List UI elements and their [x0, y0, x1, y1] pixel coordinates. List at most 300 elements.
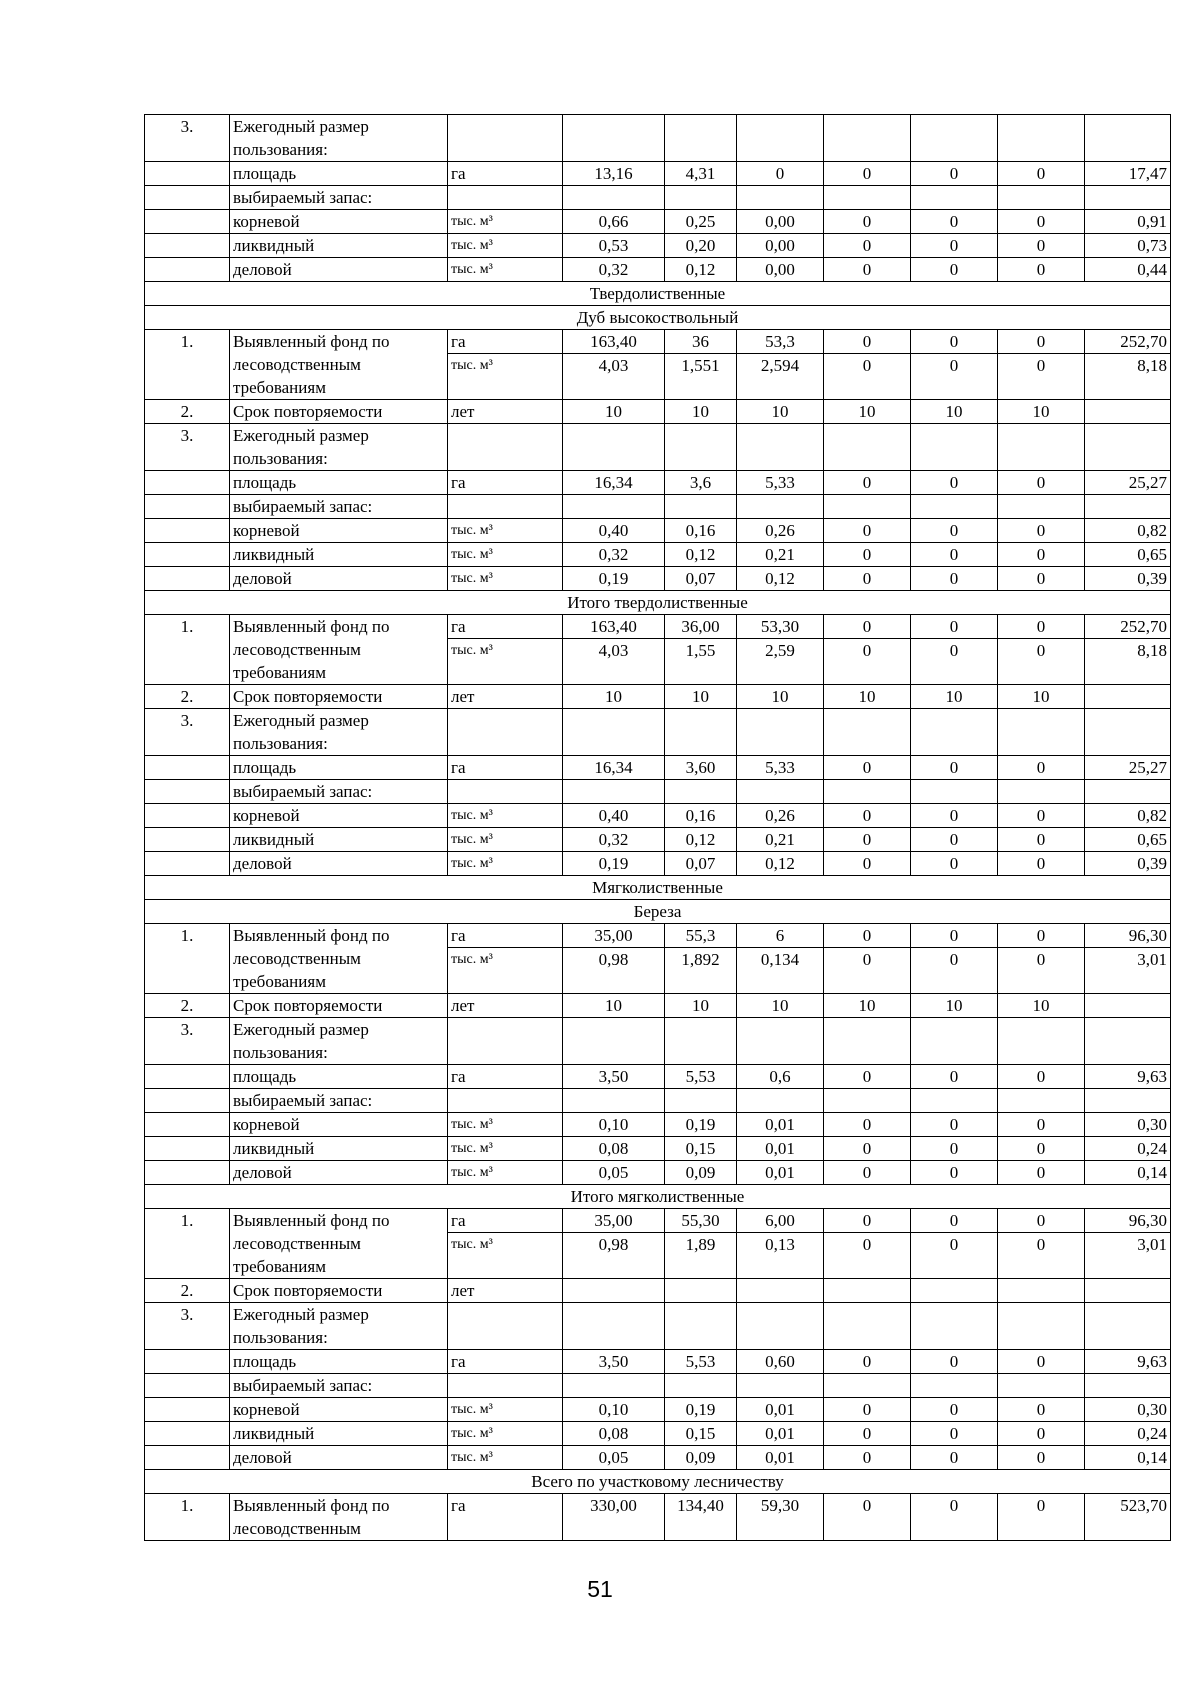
- value-cell: [998, 1279, 1085, 1303]
- table-row: [145, 234, 1171, 258]
- value-cell: 0,12: [665, 828, 737, 852]
- value-cell: [824, 1279, 911, 1303]
- table-row: [145, 1422, 1171, 1446]
- row-label: ликвидный: [230, 1422, 448, 1446]
- value-cell: 4,03: [563, 639, 665, 685]
- value-cell: 1,89: [665, 1233, 737, 1279]
- value-cell: [1085, 1089, 1171, 1113]
- value-cell: 0,00: [737, 234, 824, 258]
- value-cell: 10: [998, 400, 1085, 424]
- value-cell: 5,33: [737, 756, 824, 780]
- row-unit: [448, 1089, 563, 1113]
- value-cell: 0: [911, 1446, 998, 1470]
- value-cell: 10: [563, 994, 665, 1018]
- value-cell: 0,01: [737, 1137, 824, 1161]
- value-cell: 9,63: [1085, 1065, 1171, 1089]
- row-number: 2.: [145, 685, 230, 709]
- table-row: [145, 828, 1171, 852]
- value-cell: 96,30: [1085, 1209, 1171, 1233]
- row-number: [145, 1446, 230, 1470]
- row-label: площадь: [230, 471, 448, 495]
- row-number: [145, 258, 230, 282]
- value-cell: [824, 1089, 911, 1113]
- section-title-row: [145, 306, 1171, 330]
- row-number: [145, 804, 230, 828]
- row-unit: тыс. м³: [448, 1398, 563, 1422]
- value-cell: 0,32: [563, 828, 665, 852]
- value-cell: [998, 495, 1085, 519]
- value-cell: 0: [911, 258, 998, 282]
- row-unit: тыс. м³: [448, 639, 563, 685]
- row-number: [145, 234, 230, 258]
- table-row: [145, 852, 1171, 876]
- value-cell: [911, 1089, 998, 1113]
- row-number: [145, 1137, 230, 1161]
- value-cell: 10: [911, 400, 998, 424]
- value-cell: 9,63: [1085, 1350, 1171, 1374]
- value-cell: 0,16: [665, 519, 737, 543]
- row-unit: тыс. м³: [448, 1422, 563, 1446]
- row-label: Срок повторяемости: [230, 1279, 448, 1303]
- value-cell: [1085, 1303, 1171, 1350]
- row-number: 3.: [145, 709, 230, 756]
- value-cell: 0: [911, 330, 998, 354]
- row-number: [145, 519, 230, 543]
- value-cell: 55,3: [665, 924, 737, 948]
- value-cell: 0: [824, 1065, 911, 1089]
- value-cell: 0,134: [737, 948, 824, 994]
- value-cell: 10: [563, 400, 665, 424]
- value-cell: 0,65: [1085, 543, 1171, 567]
- value-cell: [1085, 685, 1171, 709]
- table-row: [145, 685, 1171, 709]
- value-cell: 0: [911, 948, 998, 994]
- value-cell: 0: [737, 162, 824, 186]
- value-cell: [737, 115, 824, 162]
- value-cell: 0: [998, 1161, 1085, 1185]
- table-row: [145, 1113, 1171, 1137]
- table-row: [145, 780, 1171, 804]
- value-cell: 0,01: [737, 1422, 824, 1446]
- value-cell: [737, 495, 824, 519]
- value-cell: 0,24: [1085, 1137, 1171, 1161]
- row-number: 3.: [145, 115, 230, 162]
- value-cell: 0,01: [737, 1161, 824, 1185]
- value-cell: [911, 1303, 998, 1350]
- value-cell: 25,27: [1085, 756, 1171, 780]
- row-label: Ежегодный размер пользования:: [230, 115, 448, 162]
- row-unit: тыс. м³: [448, 948, 563, 994]
- value-cell: 0,20: [665, 234, 737, 258]
- value-cell: 0,19: [563, 852, 665, 876]
- value-cell: 2,594: [737, 354, 824, 400]
- value-cell: 0,91: [1085, 210, 1171, 234]
- row-label: Выявленный фонд по лесоводственным: [230, 1494, 448, 1541]
- value-cell: [824, 495, 911, 519]
- value-cell: 0: [824, 924, 911, 948]
- row-unit: лет: [448, 994, 563, 1018]
- value-cell: 4,03: [563, 354, 665, 400]
- value-cell: 0,73: [1085, 234, 1171, 258]
- value-cell: 0: [911, 924, 998, 948]
- value-cell: 0: [824, 1494, 911, 1541]
- row-unit: га: [448, 1494, 563, 1541]
- value-cell: 3,01: [1085, 948, 1171, 994]
- value-cell: 0: [998, 210, 1085, 234]
- value-cell: 0,12: [665, 258, 737, 282]
- row-label: корневой: [230, 210, 448, 234]
- value-cell: 0: [824, 852, 911, 876]
- value-cell: [998, 424, 1085, 471]
- value-cell: 0: [824, 1233, 911, 1279]
- row-label: выбираемый запас:: [230, 1374, 448, 1398]
- section-title: Дуб высокоствольный: [145, 306, 1171, 330]
- value-cell: 0,07: [665, 567, 737, 591]
- value-cell: 0: [911, 1350, 998, 1374]
- value-cell: [911, 1279, 998, 1303]
- row-unit: тыс. м³: [448, 1446, 563, 1470]
- row-label: деловой: [230, 1446, 448, 1470]
- row-label: ликвидный: [230, 234, 448, 258]
- row-number: [145, 1398, 230, 1422]
- value-cell: 0,05: [563, 1446, 665, 1470]
- value-cell: 0,10: [563, 1113, 665, 1137]
- section-title-row: [145, 591, 1171, 615]
- value-cell: 0: [824, 258, 911, 282]
- row-label: корневой: [230, 804, 448, 828]
- value-cell: [737, 780, 824, 804]
- value-cell: 2,59: [737, 639, 824, 685]
- value-cell: 0: [911, 234, 998, 258]
- value-cell: 0,82: [1085, 804, 1171, 828]
- fund-row: [145, 924, 1171, 948]
- table-row: [145, 258, 1171, 282]
- row-unit: тыс. м³: [448, 210, 563, 234]
- table-row: [145, 1494, 1171, 1541]
- value-cell: [737, 1279, 824, 1303]
- value-cell: 8,18: [1085, 354, 1171, 400]
- value-cell: [998, 709, 1085, 756]
- value-cell: 0: [824, 1398, 911, 1422]
- value-cell: 16,34: [563, 756, 665, 780]
- value-cell: [665, 780, 737, 804]
- value-cell: 0: [911, 639, 998, 685]
- value-cell: 5,53: [665, 1065, 737, 1089]
- value-cell: 10: [737, 685, 824, 709]
- row-number: [145, 1089, 230, 1113]
- value-cell: 252,70: [1085, 615, 1171, 639]
- value-cell: [737, 1018, 824, 1065]
- row-number: [145, 828, 230, 852]
- value-cell: 0: [911, 543, 998, 567]
- row-unit: тыс. м³: [448, 828, 563, 852]
- value-cell: 0: [824, 471, 911, 495]
- fund-row: [145, 1209, 1171, 1233]
- value-cell: [665, 186, 737, 210]
- value-cell: 4,31: [665, 162, 737, 186]
- value-cell: 0: [998, 1065, 1085, 1089]
- value-cell: [911, 495, 998, 519]
- value-cell: 0: [998, 258, 1085, 282]
- value-cell: 0: [824, 567, 911, 591]
- table-row: [145, 804, 1171, 828]
- value-cell: 0: [824, 756, 911, 780]
- value-cell: 0: [998, 1137, 1085, 1161]
- row-label: выбираемый запас:: [230, 495, 448, 519]
- value-cell: 0: [998, 1398, 1085, 1422]
- table-row: [145, 424, 1171, 471]
- row-number: 2.: [145, 994, 230, 1018]
- value-cell: 10: [563, 685, 665, 709]
- value-cell: 0,15: [665, 1422, 737, 1446]
- value-cell: 0,66: [563, 210, 665, 234]
- value-cell: 0: [998, 924, 1085, 948]
- row-unit: тыс. м³: [448, 804, 563, 828]
- value-cell: 25,27: [1085, 471, 1171, 495]
- value-cell: 0: [911, 567, 998, 591]
- value-cell: 1,55: [665, 639, 737, 685]
- value-cell: [1085, 1374, 1171, 1398]
- row-number: [145, 567, 230, 591]
- value-cell: 0: [998, 162, 1085, 186]
- section-title-row: [145, 282, 1171, 306]
- row-number: [145, 495, 230, 519]
- value-cell: [911, 115, 998, 162]
- value-cell: 0: [998, 948, 1085, 994]
- value-cell: 0,60: [737, 1350, 824, 1374]
- value-cell: 8,18: [1085, 639, 1171, 685]
- value-cell: 0: [911, 828, 998, 852]
- row-label: площадь: [230, 1065, 448, 1089]
- row-label: корневой: [230, 1398, 448, 1422]
- value-cell: [665, 1279, 737, 1303]
- value-cell: 0,30: [1085, 1398, 1171, 1422]
- forest-use-table: [144, 114, 1171, 1541]
- row-number: [145, 543, 230, 567]
- value-cell: 0,98: [563, 948, 665, 994]
- table-row: [145, 1137, 1171, 1161]
- value-cell: 0: [824, 1422, 911, 1446]
- row-number: 3.: [145, 1018, 230, 1065]
- row-label: ликвидный: [230, 543, 448, 567]
- value-cell: 36: [665, 330, 737, 354]
- value-cell: [824, 115, 911, 162]
- value-cell: [563, 1374, 665, 1398]
- value-cell: [563, 1018, 665, 1065]
- value-cell: 0,32: [563, 543, 665, 567]
- value-cell: 10: [824, 400, 911, 424]
- value-cell: 0: [824, 1113, 911, 1137]
- section-title: Всего по участковому лесничеству: [145, 1470, 1171, 1494]
- value-cell: 0: [824, 615, 911, 639]
- value-cell: 0: [824, 354, 911, 400]
- row-unit: тыс. м³: [448, 519, 563, 543]
- value-cell: 0: [824, 948, 911, 994]
- value-cell: 3,50: [563, 1065, 665, 1089]
- row-label: выбираемый запас:: [230, 780, 448, 804]
- value-cell: 0: [824, 804, 911, 828]
- value-cell: [665, 424, 737, 471]
- table-row: [145, 1398, 1171, 1422]
- value-cell: 0,26: [737, 804, 824, 828]
- value-cell: [911, 780, 998, 804]
- row-label: Ежегодный размер пользования:: [230, 1303, 448, 1350]
- value-cell: [563, 780, 665, 804]
- value-cell: 3,50: [563, 1350, 665, 1374]
- value-cell: 0,01: [737, 1446, 824, 1470]
- table-row: [145, 1018, 1171, 1065]
- value-cell: 0,82: [1085, 519, 1171, 543]
- value-cell: [665, 1018, 737, 1065]
- table-row: [145, 994, 1171, 1018]
- value-cell: 0: [998, 1209, 1085, 1233]
- row-label: корневой: [230, 519, 448, 543]
- value-cell: [824, 1303, 911, 1350]
- value-cell: 0: [911, 1065, 998, 1089]
- value-cell: [998, 1303, 1085, 1350]
- value-cell: 134,40: [665, 1494, 737, 1541]
- value-cell: [998, 115, 1085, 162]
- row-unit: тыс. м³: [448, 1137, 563, 1161]
- value-cell: 0: [998, 1422, 1085, 1446]
- value-cell: 0,10: [563, 1398, 665, 1422]
- value-cell: 0: [911, 210, 998, 234]
- value-cell: 0,16: [665, 804, 737, 828]
- row-unit: [448, 186, 563, 210]
- value-cell: 0: [998, 804, 1085, 828]
- value-cell: 0: [998, 1494, 1085, 1541]
- table-row: [145, 1374, 1171, 1398]
- value-cell: 13,16: [563, 162, 665, 186]
- row-unit: га: [448, 162, 563, 186]
- value-cell: 0,14: [1085, 1161, 1171, 1185]
- row-label: деловой: [230, 852, 448, 876]
- row-unit: тыс. м³: [448, 567, 563, 591]
- row-label: выбираемый запас:: [230, 1089, 448, 1113]
- row-unit: [448, 1018, 563, 1065]
- row-label: Выявленный фонд по лесоводственным требованиям: [230, 924, 448, 994]
- table-row: [145, 495, 1171, 519]
- value-cell: [665, 115, 737, 162]
- row-unit: лет: [448, 400, 563, 424]
- value-cell: 0,09: [665, 1446, 737, 1470]
- row-label: площадь: [230, 162, 448, 186]
- value-cell: 0,32: [563, 258, 665, 282]
- row-label: Срок повторяемости: [230, 685, 448, 709]
- value-cell: 0,53: [563, 234, 665, 258]
- value-cell: [998, 1089, 1085, 1113]
- value-cell: 0,98: [563, 1233, 665, 1279]
- value-cell: 0: [911, 756, 998, 780]
- row-number: [145, 1350, 230, 1374]
- row-number: [145, 210, 230, 234]
- value-cell: 0,12: [737, 567, 824, 591]
- row-label: площадь: [230, 756, 448, 780]
- row-number: 1.: [145, 330, 230, 400]
- row-unit: га: [448, 615, 563, 639]
- value-cell: 0: [824, 1137, 911, 1161]
- value-cell: [665, 495, 737, 519]
- value-cell: 0,25: [665, 210, 737, 234]
- row-label: ликвидный: [230, 828, 448, 852]
- value-cell: 0: [998, 1113, 1085, 1137]
- value-cell: 0: [998, 567, 1085, 591]
- value-cell: 0,00: [737, 258, 824, 282]
- row-unit: тыс. м³: [448, 852, 563, 876]
- page-number: 51: [587, 1576, 613, 1602]
- value-cell: 0: [998, 354, 1085, 400]
- value-cell: 0: [998, 828, 1085, 852]
- table-row: [145, 709, 1171, 756]
- value-cell: 5,53: [665, 1350, 737, 1374]
- value-cell: 163,40: [563, 615, 665, 639]
- value-cell: 0: [911, 1233, 998, 1279]
- value-cell: 35,00: [563, 1209, 665, 1233]
- row-unit: тыс. м³: [448, 543, 563, 567]
- table-row: [145, 1446, 1171, 1470]
- value-cell: 0: [998, 756, 1085, 780]
- row-number: 3.: [145, 424, 230, 471]
- value-cell: 0: [824, 639, 911, 685]
- value-cell: 10: [665, 994, 737, 1018]
- row-label: Выявленный фонд по лесоводственным требованиям: [230, 1209, 448, 1279]
- value-cell: 6,00: [737, 1209, 824, 1233]
- value-cell: [911, 424, 998, 471]
- row-label: Ежегодный размер пользования:: [230, 424, 448, 471]
- value-cell: [665, 709, 737, 756]
- value-cell: 0: [998, 1233, 1085, 1279]
- value-cell: [1085, 400, 1171, 424]
- value-cell: 10: [737, 994, 824, 1018]
- value-cell: [563, 1303, 665, 1350]
- row-number: [145, 162, 230, 186]
- value-cell: [824, 424, 911, 471]
- value-cell: 0: [998, 615, 1085, 639]
- value-cell: 10: [737, 400, 824, 424]
- value-cell: 35,00: [563, 924, 665, 948]
- row-unit: тыс. м³: [448, 1113, 563, 1137]
- value-cell: [563, 709, 665, 756]
- value-cell: 0: [911, 1161, 998, 1185]
- value-cell: 0: [911, 1422, 998, 1446]
- value-cell: [824, 1374, 911, 1398]
- row-unit: га: [448, 330, 563, 354]
- table-row: [145, 567, 1171, 591]
- value-cell: [1085, 115, 1171, 162]
- value-cell: [1085, 1279, 1171, 1303]
- value-cell: [563, 495, 665, 519]
- value-cell: 163,40: [563, 330, 665, 354]
- value-cell: 0: [998, 330, 1085, 354]
- value-cell: 10: [824, 994, 911, 1018]
- value-cell: 0,12: [737, 852, 824, 876]
- row-number: 2.: [145, 1279, 230, 1303]
- value-cell: 0: [998, 471, 1085, 495]
- value-cell: 0: [824, 828, 911, 852]
- value-cell: 0,30: [1085, 1113, 1171, 1137]
- value-cell: [563, 115, 665, 162]
- value-cell: 0,24: [1085, 1422, 1171, 1446]
- table-row: [145, 519, 1171, 543]
- row-number: [145, 1065, 230, 1089]
- row-label: Срок повторяемости: [230, 994, 448, 1018]
- value-cell: [737, 1303, 824, 1350]
- value-cell: 0,6: [737, 1065, 824, 1089]
- table-row: [145, 471, 1171, 495]
- fund-row: [145, 615, 1171, 639]
- value-cell: 0: [911, 1113, 998, 1137]
- row-label: корневой: [230, 1113, 448, 1137]
